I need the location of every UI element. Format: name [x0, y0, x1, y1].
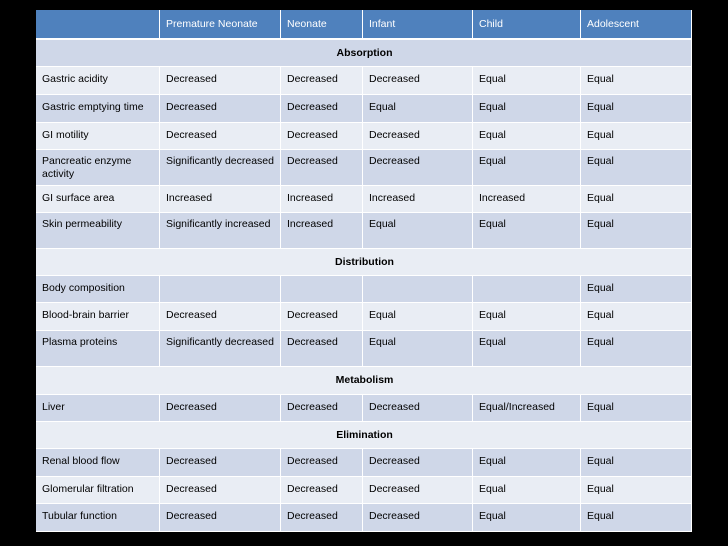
cell-premature-neonate: Decreased [160, 67, 281, 95]
cell-neonate: Decreased [281, 123, 363, 150]
cell-premature-neonate: Increased [160, 186, 281, 213]
cell-neonate: Decreased [281, 67, 363, 95]
header-neonate: Neonate [281, 10, 363, 40]
section-label: Absorption [36, 40, 692, 67]
cell-premature-neonate: Significantly decreased [160, 331, 281, 367]
cell-child: Equal [473, 213, 581, 249]
cell-premature-neonate [160, 276, 281, 303]
cell-neonate: Decreased [281, 395, 363, 422]
row-parameter: Plasma proteins [36, 331, 160, 367]
section-label: Metabolism [36, 367, 692, 395]
cell-adolescent: Equal [581, 95, 692, 123]
cell-adolescent: Equal [581, 67, 692, 95]
row-parameter: Liver [36, 395, 160, 422]
row-parameter: Skin permeability [36, 213, 160, 249]
section-label: Distribution [36, 249, 692, 276]
row-parameter: Renal blood flow [36, 449, 160, 477]
table-row [36, 331, 692, 367]
cell-infant: Equal [363, 95, 473, 123]
cell-neonate: Decreased [281, 95, 363, 123]
header-infant: Infant [363, 10, 473, 40]
slide-frame [36, 10, 692, 538]
row-parameter: GI motility [36, 123, 160, 150]
table-row [36, 95, 692, 123]
cell-infant: Decreased [363, 395, 473, 422]
row-parameter: Gastric emptying time [36, 95, 160, 123]
cell-neonate: Increased [281, 213, 363, 249]
cell-premature-neonate: Decreased [160, 477, 281, 504]
cell-child: Equal [473, 449, 581, 477]
cell-premature-neonate: Decreased [160, 504, 281, 532]
cell-child: Increased [473, 186, 581, 213]
pediatric-pharmacokinetics-table [36, 10, 692, 532]
cell-premature-neonate: Decreased [160, 303, 281, 331]
cell-infant: Increased [363, 186, 473, 213]
row-parameter: Pancreatic enzyme activity [36, 150, 160, 186]
header-row [36, 10, 692, 40]
cell-neonate: Decreased [281, 449, 363, 477]
table-row [36, 395, 692, 422]
section-row-metabolism [36, 367, 692, 395]
cell-infant: Decreased [363, 123, 473, 150]
table-row [36, 213, 692, 249]
table-row [36, 150, 692, 186]
cell-premature-neonate: Significantly decreased [160, 150, 281, 186]
cell-adolescent: Equal [581, 477, 692, 504]
cell-infant: Decreased [363, 449, 473, 477]
header-adolescent: Adolescent [581, 10, 692, 40]
table-row [36, 477, 692, 504]
cell-neonate: Decreased [281, 504, 363, 532]
header-child: Child [473, 10, 581, 40]
header-corner [36, 10, 160, 40]
cell-child: Equal [473, 95, 581, 123]
cell-neonate: Decreased [281, 150, 363, 186]
cell-adolescent: Equal [581, 504, 692, 532]
cell-premature-neonate: Decreased [160, 395, 281, 422]
table-body [36, 40, 692, 532]
table-row [36, 276, 692, 303]
cell-child: Equal [473, 67, 581, 95]
cell-neonate: Decreased [281, 477, 363, 504]
cell-adolescent: Equal [581, 186, 692, 213]
cell-infant: Decreased [363, 150, 473, 186]
table-row [36, 67, 692, 95]
table-row [36, 186, 692, 213]
table-row [36, 504, 692, 532]
cell-infant: Equal [363, 303, 473, 331]
cell-child: Equal [473, 150, 581, 186]
section-row-distribution [36, 249, 692, 276]
table-row [36, 303, 692, 331]
cell-premature-neonate: Significantly increased [160, 213, 281, 249]
header-premature-neonate: Premature Neonate [160, 10, 281, 40]
cell-infant: Equal [363, 331, 473, 367]
row-parameter: Blood-brain barrier [36, 303, 160, 331]
row-parameter: Glomerular filtration [36, 477, 160, 504]
cell-infant [363, 276, 473, 303]
section-row-elimination [36, 422, 692, 449]
cell-child: Equal/Increased [473, 395, 581, 422]
section-row-absorption [36, 40, 692, 67]
cell-child: Equal [473, 504, 581, 532]
cell-infant: Decreased [363, 67, 473, 95]
cell-infant: Equal [363, 213, 473, 249]
cell-neonate: Increased [281, 186, 363, 213]
row-parameter: Body composition [36, 276, 160, 303]
cell-premature-neonate: Decreased [160, 123, 281, 150]
cell-premature-neonate: Decreased [160, 449, 281, 477]
row-parameter: Gastric acidity [36, 67, 160, 95]
cell-child: Equal [473, 331, 581, 367]
table-header [36, 10, 692, 40]
cell-adolescent: Equal [581, 123, 692, 150]
table-row [36, 123, 692, 150]
row-parameter: Tubular function [36, 504, 160, 532]
cell-adolescent: Equal [581, 150, 692, 186]
cell-adolescent: Equal [581, 276, 692, 303]
cell-child: Equal [473, 303, 581, 331]
cell-neonate [281, 276, 363, 303]
cell-adolescent: Equal [581, 303, 692, 331]
cell-infant: Decreased [363, 504, 473, 532]
cell-neonate: Decreased [281, 331, 363, 367]
cell-adolescent: Equal [581, 395, 692, 422]
cell-child: Equal [473, 123, 581, 150]
table-row [36, 449, 692, 477]
cell-adolescent: Equal [581, 213, 692, 249]
section-label: Elimination [36, 422, 692, 449]
cell-infant: Decreased [363, 477, 473, 504]
row-parameter: GI surface area [36, 186, 160, 213]
cell-child: Equal [473, 477, 581, 504]
cell-adolescent: Equal [581, 449, 692, 477]
cell-premature-neonate: Decreased [160, 95, 281, 123]
cell-adolescent: Equal [581, 331, 692, 367]
cell-neonate: Decreased [281, 303, 363, 331]
cell-child [473, 276, 581, 303]
